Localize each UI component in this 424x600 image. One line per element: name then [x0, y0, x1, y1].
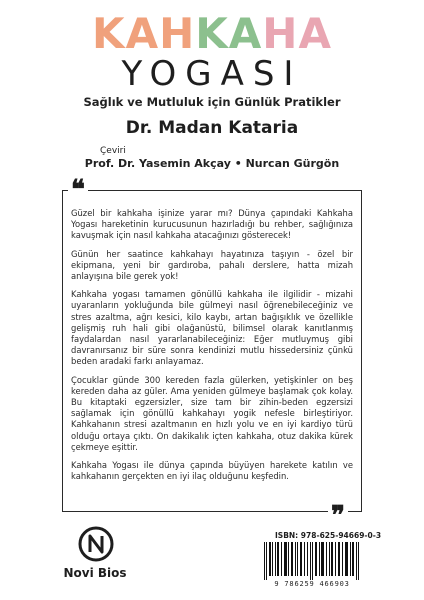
blurb-text — [71, 208, 353, 489]
isbn-label: ISBN: 978-625-94669-0-3 — [275, 531, 382, 540]
publisher-logo-icon — [78, 526, 114, 562]
title-kahkaha — [0, 9, 424, 58]
publisher-name: Novi Bios — [63, 566, 127, 580]
translation-label: Çeviri — [100, 146, 126, 156]
title-part-kah: KAH — [92, 9, 196, 58]
blurb-paragraph: Kahkaha yogası tamamen gönüllü kahkaha ile ilgilidir - mizahi uyaranların yokluğunda bile gülmeyi nasıl öğrenebileceğiniz ve stres azaltma, ağrı kesici, kilo kaybı, artan bağışıklık ve özellikle gelişmiş ruh hali gibi olağanüstü, bilimsel olarak kanıtlanmış faydalardan nasıl yararlanabileceğiniz: Eğer mutluymuş gibi davranırsanız bir süre sonra kendinizi mutlu hissedersiniz çünkü beden aradaki farkı anlayamaz. — [71, 289, 353, 367]
blurb-paragraph: Çocuklar günde 300 kereden fazla gülerken, yetişkinler on beş kereden daha az güler. Ama yeniden gülmeye başlamak çok kolay. Bu kitaptaki egzersizler, size tam bir zihin-beden egzersizi sağlamak için gönüllü kahkahayı yogik nefesle birleştiriyor. Kahkahanın stresi azaltmanın en hızlı yolu ve en iyi kardiyo türü olduğu ortaya çıktı. On dakikalık içten kahkaha, otuz dakika kürek çekmeye eşittir. — [71, 374, 353, 452]
blurb-paragraph: Güzel bir kahkaha işinize yarar mı? Dünya çapındaki Kahkaha Yogası hareketinin kurucusunun hazırladığı bu rehber, sağlığınıza kavuşmak için nasıl kahkaha atacağınızı gösterecek! — [71, 208, 353, 241]
close-quote-icon: ❞ — [328, 506, 348, 526]
author-name: Dr. Madan Kataria — [125, 118, 299, 138]
title-yogasi: YOGASI — [121, 54, 303, 94]
blurb-paragraph: Kahkaha Yogası ile dünya çapında büyüyen harekete katılın ve kahkahanın gerçekten en iyi ilaç olduğunu keşfedin. — [71, 460, 353, 482]
title-part-ka: KA — [195, 9, 263, 58]
subtitle: Sağlık ve Mutluluk için Günlük Pratikler — [83, 95, 341, 109]
barcode — [262, 542, 362, 580]
translators: Prof. Dr. Yasemin Akçay • Nurcan Gürgön — [84, 157, 340, 170]
barcode-digits: 9 786259 466903 — [274, 580, 350, 588]
title-part-ha: HA — [262, 9, 332, 58]
open-quote-icon: ❝ — [68, 180, 88, 200]
blurb-paragraph: Günün her saatince kahkahayı hayatınıza taşıyın - özel bir ekipmana, yeni bir gardıroba, pahalı derslere, hatta mizah anlayışına bile gerek yok! — [71, 248, 353, 282]
